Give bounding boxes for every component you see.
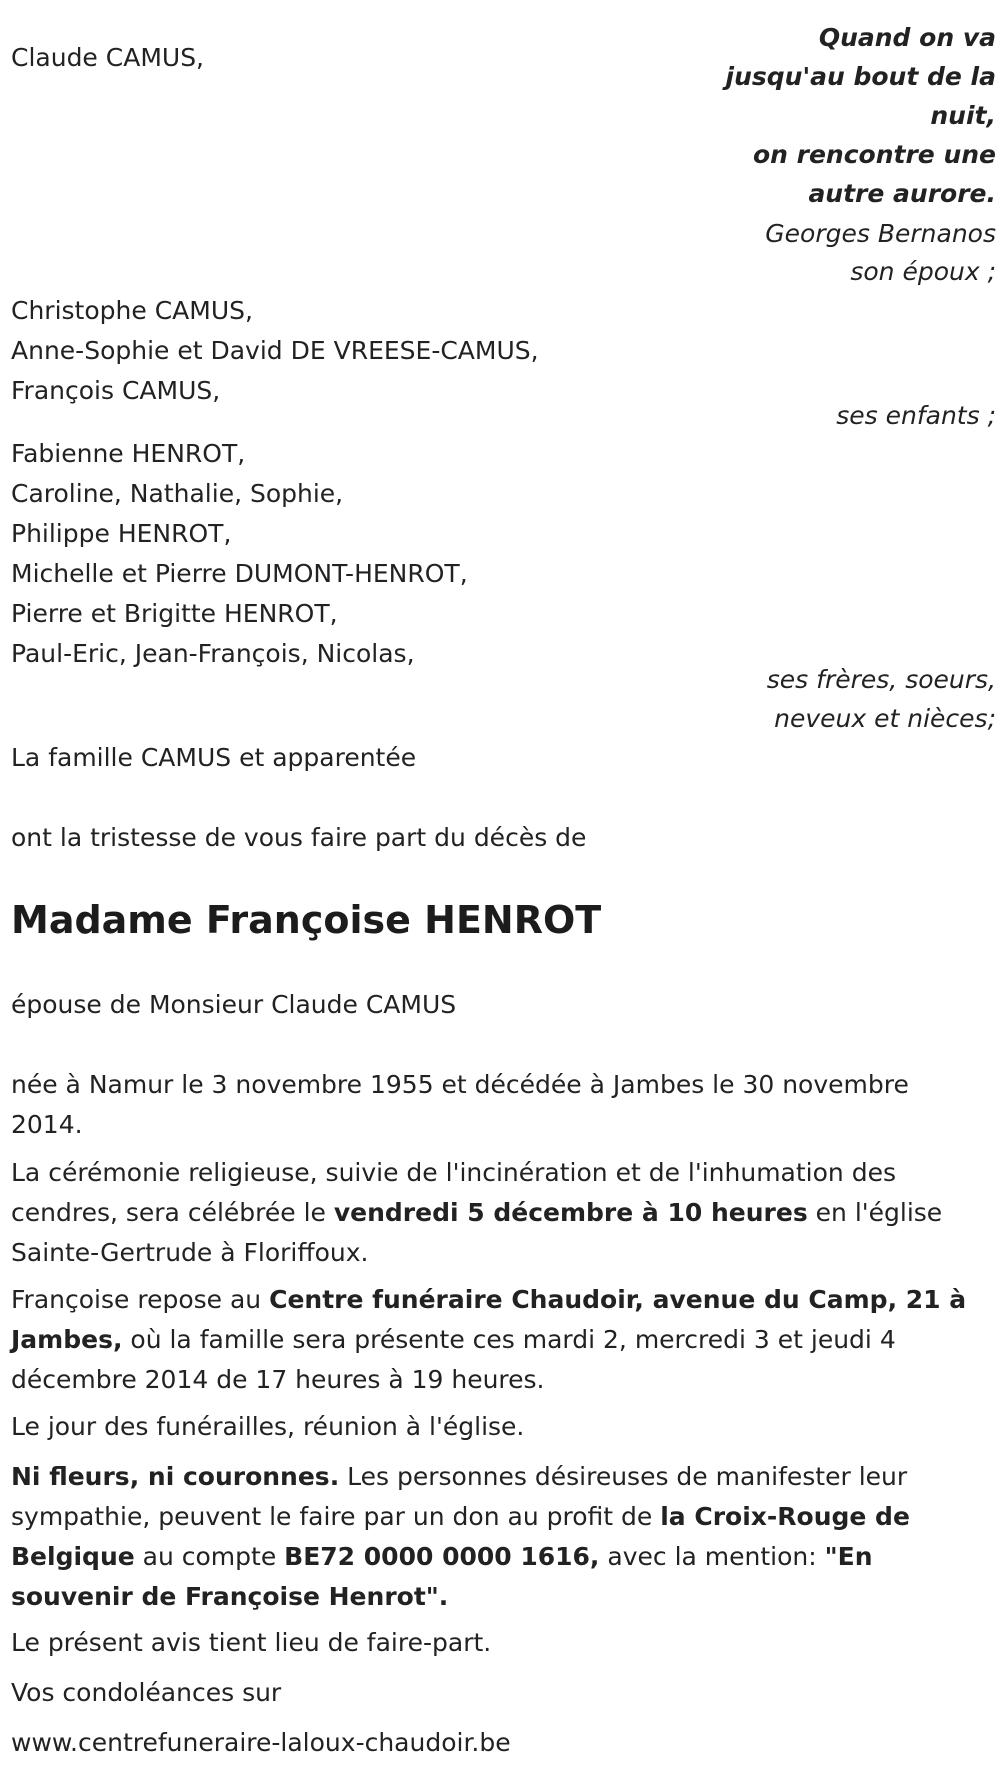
siblings-relation-line2: neveux et nièces; [774,704,996,733]
donation-mention: "En souvenir de Françoise Henrot". [11,1542,873,1611]
children-names [11,291,539,411]
ceremony-date: vendredi 5 décembre à 10 heures [333,1198,808,1227]
epigraph-quote [696,18,996,213]
no-flowers-note: Ni fleurs, ni couronnes. [11,1462,340,1491]
quote-line: jusqu'au bout de la [725,62,996,91]
donation-paragraph [11,1457,986,1617]
sibling-name: Paul-Eric, Jean-François, Nicolas, [11,639,415,668]
deceased-name: Madame Françoise HENROT [11,898,602,942]
quote-author: Georges Bernanos [765,219,996,248]
siblings-names [11,434,468,674]
husband-relation: son époux ; [850,257,996,286]
website-link[interactable]: www.centrefuneraire-laloux-chaudoir.be [11,1728,511,1757]
sibling-name: Caroline, Nathalie, Sophie, [11,479,344,508]
ceremony-paragraph [11,1153,986,1273]
condolences-label: Vos condoléances sur [11,1678,282,1707]
repose-paragraph [11,1280,986,1400]
children-relation: ses enfants ; [836,401,996,430]
charity-name: la Croix-Rouge de Belgique [11,1502,910,1571]
sibling-name: Michelle et Pierre DUMONT-HENROT, [11,559,468,588]
quote-line: Quand on va [818,23,996,52]
child-name: Christophe CAMUS, [11,296,253,325]
quote-line: on rencontre une [752,140,996,169]
child-name: Anne-Sophie et David DE VREESE-CAMUS, [11,336,539,365]
bank-account: BE72 0000 0000 1616, [284,1542,600,1571]
sibling-name: Fabienne HENROT, [11,439,246,468]
ceremony-location: en l'église Sainte-Gertrude à Floriffoux. [11,1198,943,1267]
husband-name: Claude CAMUS, [11,43,205,72]
sibling-name: Philippe HENROT, [11,519,232,548]
donation-text: au compte [134,1542,285,1571]
child-name: François CAMUS, [11,376,221,405]
siblings-relation-line1: ses frères, soeurs, [766,665,996,694]
sibling-name: Pierre et Brigitte HENROT, [11,599,338,628]
quote-line: nuit, [930,101,996,130]
donation-text: Les personnes désireuses de manifester leur sympathie, peuvent le faire par un don au profit de [11,1462,908,1531]
announcement-text: ont la tristesse de vous faire part du décès de [11,823,587,852]
donation-text: avec la mention: [599,1542,825,1571]
quote-line: autre aurore. [808,179,996,208]
ceremony-text: La cérémonie religieuse, suivie de l'incinération et de l'inhumation des cendres, sera célébrée le [11,1158,896,1227]
notice-text: Le présent avis tient lieu de faire-part. [11,1628,492,1657]
funeral-day-text: Le jour des funérailles, réunion à l'église. [11,1412,525,1441]
repose-text: Françoise repose au [11,1285,270,1314]
birth-death-text: née à Namur le 3 novembre 1955 et décédée à Jambes le 30 novembre 2014. [11,1070,909,1139]
family-line: La famille CAMUS et apparentée [11,743,417,772]
visiting-hours: où la famille sera présente ces mardi 2, mercredi 3 et jeudi 4 décembre 2014 de 17 heures à 19 heures. [11,1325,896,1394]
funeral-center-address: Centre funéraire Chaudoir, avenue du Camp, 21 à Jambes, [11,1285,967,1354]
spouse-line: épouse de Monsieur Claude CAMUS [11,990,457,1019]
